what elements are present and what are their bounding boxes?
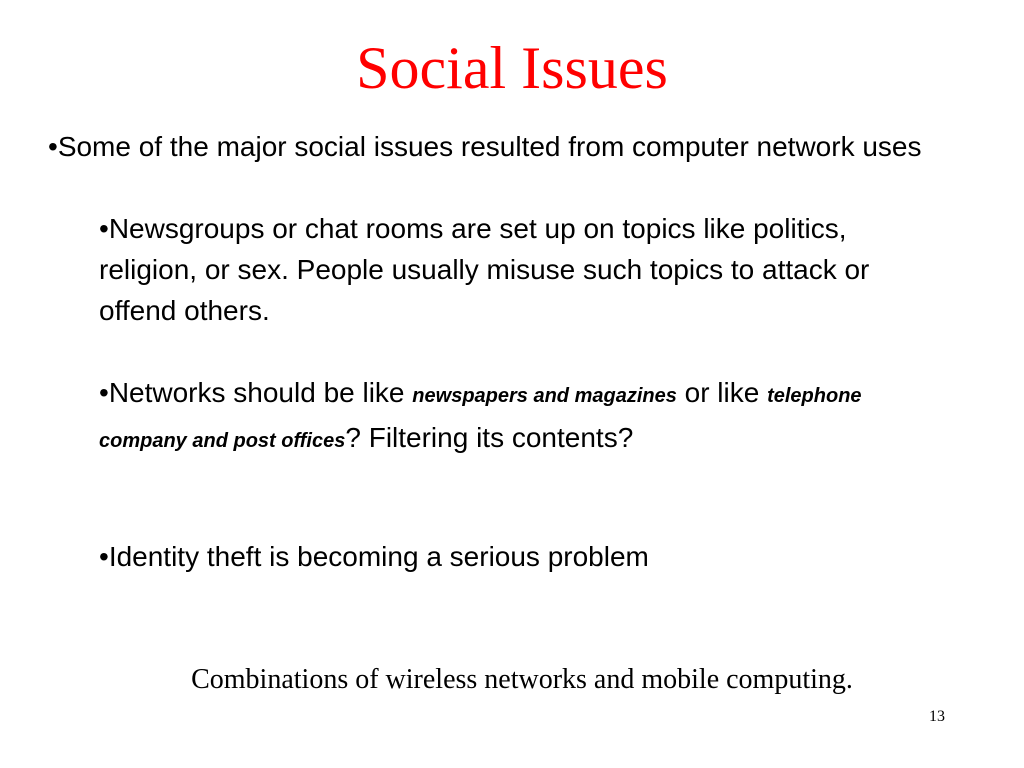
- bullet-marker: •: [99, 377, 109, 408]
- bullet-text-part-2: or like: [676, 377, 768, 408]
- bullet-text: Newsgroups or chat rooms are set up on topics like politics, religion, or sex. People usually misuse such topics to attack or offend others.: [99, 213, 870, 326]
- bullet-text-part-3: ? Filtering its contents?: [345, 422, 634, 453]
- bullet-identity-theft: [99, 536, 919, 577]
- bullet-marker: •: [99, 541, 109, 572]
- emphasis-newspapers-magazines: newspapers and magazines: [412, 385, 677, 407]
- bullet-marker: •: [48, 131, 58, 162]
- bullet-text: Some of the major social issues resulted from computer network uses: [57, 131, 922, 162]
- bullet-networks-like: [99, 372, 919, 462]
- slide-caption: Combinations of wireless networks and mobile computing.: [191, 664, 853, 695]
- bullet-text: Identity theft is becoming a serious problem: [108, 541, 649, 572]
- emphasis-telephone-post-offices: telephone company and post offices: [99, 385, 862, 452]
- bullet-text-part-1: Networks should be like: [108, 377, 413, 408]
- bullet-marker: •: [99, 213, 109, 244]
- bullet-major-social-issues: [48, 126, 948, 167]
- slide-title: Social Issues: [356, 35, 668, 101]
- bullet-newsgroups: [99, 208, 919, 331]
- page-number: 13: [929, 708, 945, 725]
